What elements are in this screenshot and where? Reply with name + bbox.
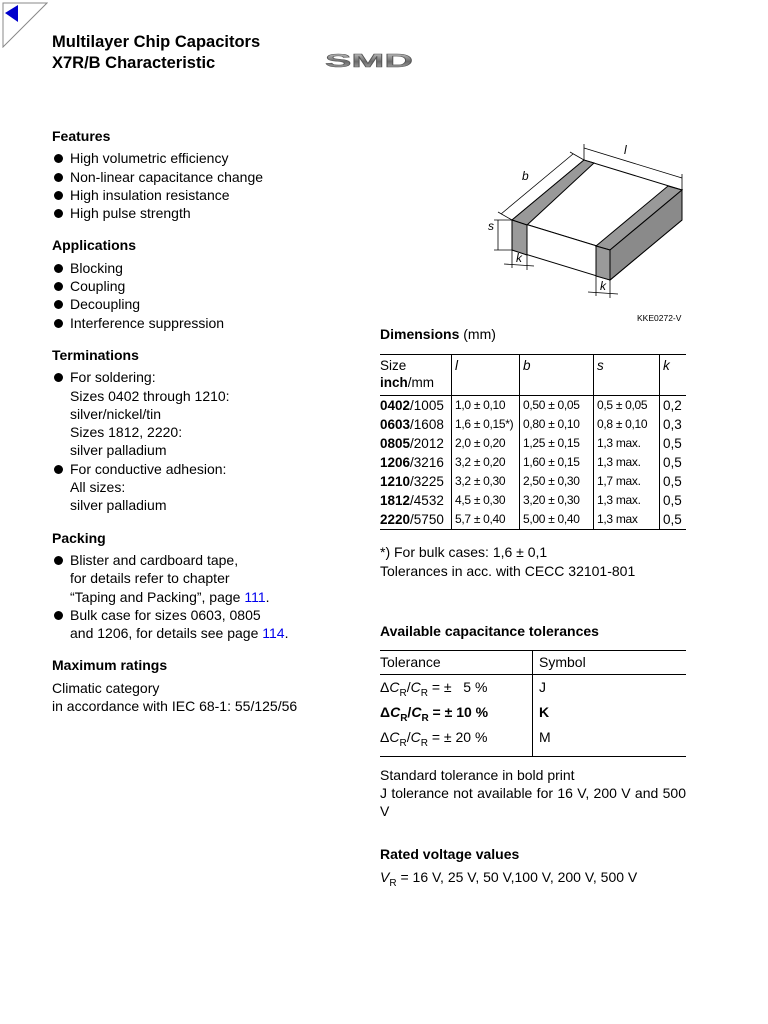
list-item: High insulation resistance <box>52 186 352 204</box>
tolerance-delta: Δ <box>380 679 390 696</box>
rated-voltage-values <box>380 868 686 893</box>
cell-size <box>380 434 452 453</box>
table-row <box>380 434 686 453</box>
tolerance-value: = ± 10 % <box>428 704 489 721</box>
header-l-text: l <box>455 358 458 374</box>
cell-b: 1,25 ± 0,15 <box>520 434 594 453</box>
header-size-inch: inch <box>380 375 408 391</box>
packing-section <box>52 529 352 643</box>
title-line-1: Multilayer Chip Capacitors <box>52 33 261 51</box>
table-row <box>380 728 686 756</box>
soldering-line: Sizes 1812, 2220: <box>70 424 183 441</box>
tolerance-note-2: J tolerance not available for 16 V, 200 V and 500 V <box>380 784 686 820</box>
tolerances-heading: Available capacitance tolerances <box>380 623 599 639</box>
header-b-text: b <box>523 358 531 374</box>
adhesion-title: For conductive adhesion: <box>70 460 227 477</box>
table-row <box>380 510 686 530</box>
tolerances-section <box>380 622 686 821</box>
voltage-symbol: V <box>380 869 390 886</box>
tolerance-slash: / <box>407 704 412 721</box>
tolerance-sub2: R <box>421 712 429 724</box>
left-termination-front <box>512 220 527 255</box>
tolerance-slash: / <box>406 679 411 696</box>
cell-k: 0,5 <box>663 455 682 471</box>
header-tolerance: Tolerance <box>380 651 533 675</box>
header-size <box>380 355 452 396</box>
table-header-row <box>380 355 686 396</box>
cell-l: 1,6 ± 0,15*) <box>452 415 520 434</box>
size-mm: /5750 <box>410 512 444 528</box>
table-row <box>380 703 686 728</box>
size-mm: /3225 <box>410 474 444 490</box>
applications-list <box>52 259 352 332</box>
features-section <box>52 127 352 222</box>
bulk-footnote: *) For bulk cases: 1,6 ± 0,1 <box>380 544 548 561</box>
tolerance-delta: Δ <box>380 728 390 745</box>
page-link-114[interactable]: 114 <box>262 625 285 642</box>
list-item <box>52 460 352 515</box>
packing-list <box>52 551 352 642</box>
label-l: l <box>624 143 627 157</box>
cell-s: 0,8 ± 0,10 <box>594 415 660 434</box>
features-list <box>52 149 352 222</box>
size-inch: 2220 <box>380 512 411 528</box>
cell-b: 5,00 ± 0,40 <box>520 510 594 530</box>
terminations-list <box>52 368 352 514</box>
label-k-left: k <box>516 251 522 265</box>
cell-size <box>380 415 452 434</box>
max-ratings-section <box>52 656 352 715</box>
header-k <box>660 355 687 396</box>
header-symbol: Symbol <box>539 654 586 671</box>
cell-l: 3,2 ± 0,20 <box>452 453 520 472</box>
rated-voltage-heading: Rated voltage values <box>380 846 520 862</box>
tolerances-table-body <box>380 675 686 756</box>
cell-tolerance <box>380 728 533 756</box>
tolerance-sub2: R <box>420 688 428 700</box>
tolerance-c2: C <box>410 728 421 745</box>
tolerance-c: C <box>390 704 401 721</box>
left-column <box>52 127 352 729</box>
tolerance-value: = ± 20 % <box>427 728 488 745</box>
list-item: Interference suppression <box>52 314 352 332</box>
cell-tolerance <box>380 703 533 728</box>
applications-section <box>52 236 352 331</box>
size-mm: /1608 <box>410 417 444 433</box>
tolerance-delta: Δ <box>380 704 391 721</box>
tolerance-c2: C <box>410 679 421 696</box>
size-mm: /3216 <box>410 455 444 471</box>
capacitor-dimension-diagram <box>484 130 690 326</box>
cell-symbol: J <box>539 679 546 696</box>
cell-size <box>380 472 452 491</box>
terminations-section <box>52 346 352 515</box>
cell-k: 0,5 <box>663 493 682 509</box>
packing-heading: Packing <box>52 529 106 546</box>
packing-line: for details refer to chapter <box>70 570 230 587</box>
header-s-text: s <box>597 358 604 374</box>
cell-size <box>380 453 452 472</box>
cell-s: 0,5 ± 0,05 <box>594 396 660 416</box>
cell-b: 2,50 ± 0,30 <box>520 472 594 491</box>
cell-l: 3,2 ± 0,30 <box>452 472 520 491</box>
table-row <box>380 472 686 491</box>
cell-s: 1,3 max <box>594 510 660 530</box>
title-line-2: X7R/B Characteristic <box>52 53 216 72</box>
table-row <box>380 675 686 703</box>
dimensions-unit: (mm) <box>459 326 496 342</box>
cell-b: 0,50 ± 0,05 <box>520 396 594 416</box>
right-termination-front <box>596 246 610 280</box>
size-inch: 1206 <box>380 455 411 471</box>
size-mm: /1005 <box>410 398 444 414</box>
cell-l: 2,0 ± 0,20 <box>452 434 520 453</box>
cell-b: 1,60 ± 0,15 <box>520 453 594 472</box>
label-b: b <box>522 169 529 183</box>
page-link-111[interactable]: 111 <box>244 588 266 605</box>
cell-l: 5,7 ± 0,40 <box>452 510 520 530</box>
max-ratings-line: in accordance with IEC 68-1: 55/125/56 <box>52 698 298 715</box>
list-item: High pulse strength <box>52 204 352 222</box>
size-inch: 0402 <box>380 398 411 414</box>
adhesion-line: silver palladium <box>70 497 167 514</box>
tolerance-sub: R <box>399 688 407 700</box>
cell-s: 1,7 max. <box>594 472 660 491</box>
list-item: Blocking <box>52 259 352 277</box>
tolerance-c: C <box>389 679 400 696</box>
cell-size <box>380 510 452 530</box>
dimensions-table-body <box>380 396 686 530</box>
list-item <box>52 368 352 459</box>
list-item: Coupling <box>52 277 352 295</box>
tolerance-slash: / <box>406 728 411 745</box>
voltage-subscript: R <box>389 878 397 890</box>
header-size-mm: /mm <box>407 375 435 391</box>
cell-l: 4,5 ± 0,30 <box>452 491 520 510</box>
cell-s: 1,3 max. <box>594 491 660 510</box>
tolerance-sub: R <box>399 737 407 749</box>
dimensions-table <box>380 354 686 530</box>
cell-k: 0,5 <box>663 474 682 490</box>
back-arrow-icon[interactable] <box>2 2 48 48</box>
soldering-title: For soldering: <box>70 369 156 386</box>
cell-b: 3,20 ± 0,30 <box>520 491 594 510</box>
table-row <box>380 453 686 472</box>
tolerance-sub: R <box>400 712 408 724</box>
cell-tolerance <box>380 675 533 703</box>
list-item: High volumetric efficiency <box>52 149 352 167</box>
soldering-line: silver/nickel/tin <box>70 405 162 422</box>
page-title <box>52 32 260 73</box>
tolerance-c2: C <box>411 704 422 721</box>
label-s: s <box>488 219 494 233</box>
cell-symbol: K <box>539 704 550 721</box>
rated-voltage-section <box>380 845 686 893</box>
features-heading: Features <box>52 128 111 144</box>
dimensions-heading: Dimensions <box>380 326 460 342</box>
packing-period: . <box>284 625 289 642</box>
tolerance-value: = ± 5 % <box>427 679 488 696</box>
applications-heading: Applications <box>52 237 137 254</box>
smd-logo <box>323 53 415 73</box>
diagram-code: KKE0272-V <box>637 313 682 323</box>
packing-text: and 1206, for details see page <box>70 625 263 642</box>
cell-b: 0,80 ± 0,10 <box>520 415 594 434</box>
cell-size <box>380 396 452 416</box>
header-k-text: k <box>663 358 670 374</box>
tolerance-c: C <box>389 728 400 745</box>
header-s <box>594 355 660 396</box>
adhesion-line: All sizes: <box>70 479 126 496</box>
cell-k: 0,2 <box>663 398 682 414</box>
cell-symbol: M <box>539 728 551 745</box>
table-row <box>380 396 686 416</box>
size-inch: 0805 <box>380 436 411 452</box>
table-row <box>380 491 686 510</box>
packing-line <box>70 624 352 642</box>
cell-size <box>380 491 452 510</box>
tolerance-standard-note: Tolerances in acc. with CECC 32101-801 <box>380 562 636 579</box>
size-mm: /4532 <box>410 493 444 509</box>
list-item <box>52 606 352 643</box>
cell-l: 1,0 ± 0,10 <box>452 396 520 416</box>
size-inch: 1210 <box>380 474 411 490</box>
table-header-row <box>380 651 686 675</box>
size-inch: 1812 <box>380 493 411 509</box>
table-row <box>380 415 686 434</box>
list-item <box>52 551 352 606</box>
soldering-line: silver palladium <box>70 442 167 459</box>
label-k-right: k <box>600 279 606 293</box>
packing-line: Bulk case for sizes 0603, 0805 <box>70 606 261 623</box>
cell-k: 0,5 <box>663 512 682 528</box>
list-item: Non-linear capacitance change <box>52 168 352 186</box>
packing-period: . <box>265 588 270 605</box>
smd-logo-text: SMD <box>325 53 413 72</box>
size-inch: 0603 <box>380 417 411 433</box>
terminations-heading: Terminations <box>52 346 139 363</box>
max-ratings-heading: Maximum ratings <box>52 657 168 674</box>
tolerance-note-1: Standard tolerance in bold print <box>380 766 575 783</box>
header-b <box>520 355 594 396</box>
dimensions-section <box>380 325 686 580</box>
packing-line <box>70 588 352 606</box>
tolerances-table <box>380 650 686 756</box>
list-item: Decoupling <box>52 295 352 313</box>
voltage-list: = 16 V, 25 V, 50 V,100 V, 200 V, 500 V <box>396 869 638 886</box>
cell-s: 1,3 max. <box>594 453 660 472</box>
header-size-line1: Size <box>380 358 407 374</box>
packing-line: Blister and cardboard tape, <box>70 551 239 568</box>
tolerance-sub2: R <box>420 737 428 749</box>
soldering-line: Sizes 0402 through 1210: <box>70 387 230 404</box>
max-ratings-line: Climatic category <box>52 679 160 696</box>
cell-s: 1,3 max. <box>594 434 660 453</box>
packing-text: “Taping and Packing”, page <box>70 588 245 605</box>
cell-k: 0,5 <box>663 436 682 452</box>
header-l <box>452 355 520 396</box>
cell-k: 0,3 <box>663 417 682 433</box>
size-mm: /2012 <box>410 436 444 452</box>
